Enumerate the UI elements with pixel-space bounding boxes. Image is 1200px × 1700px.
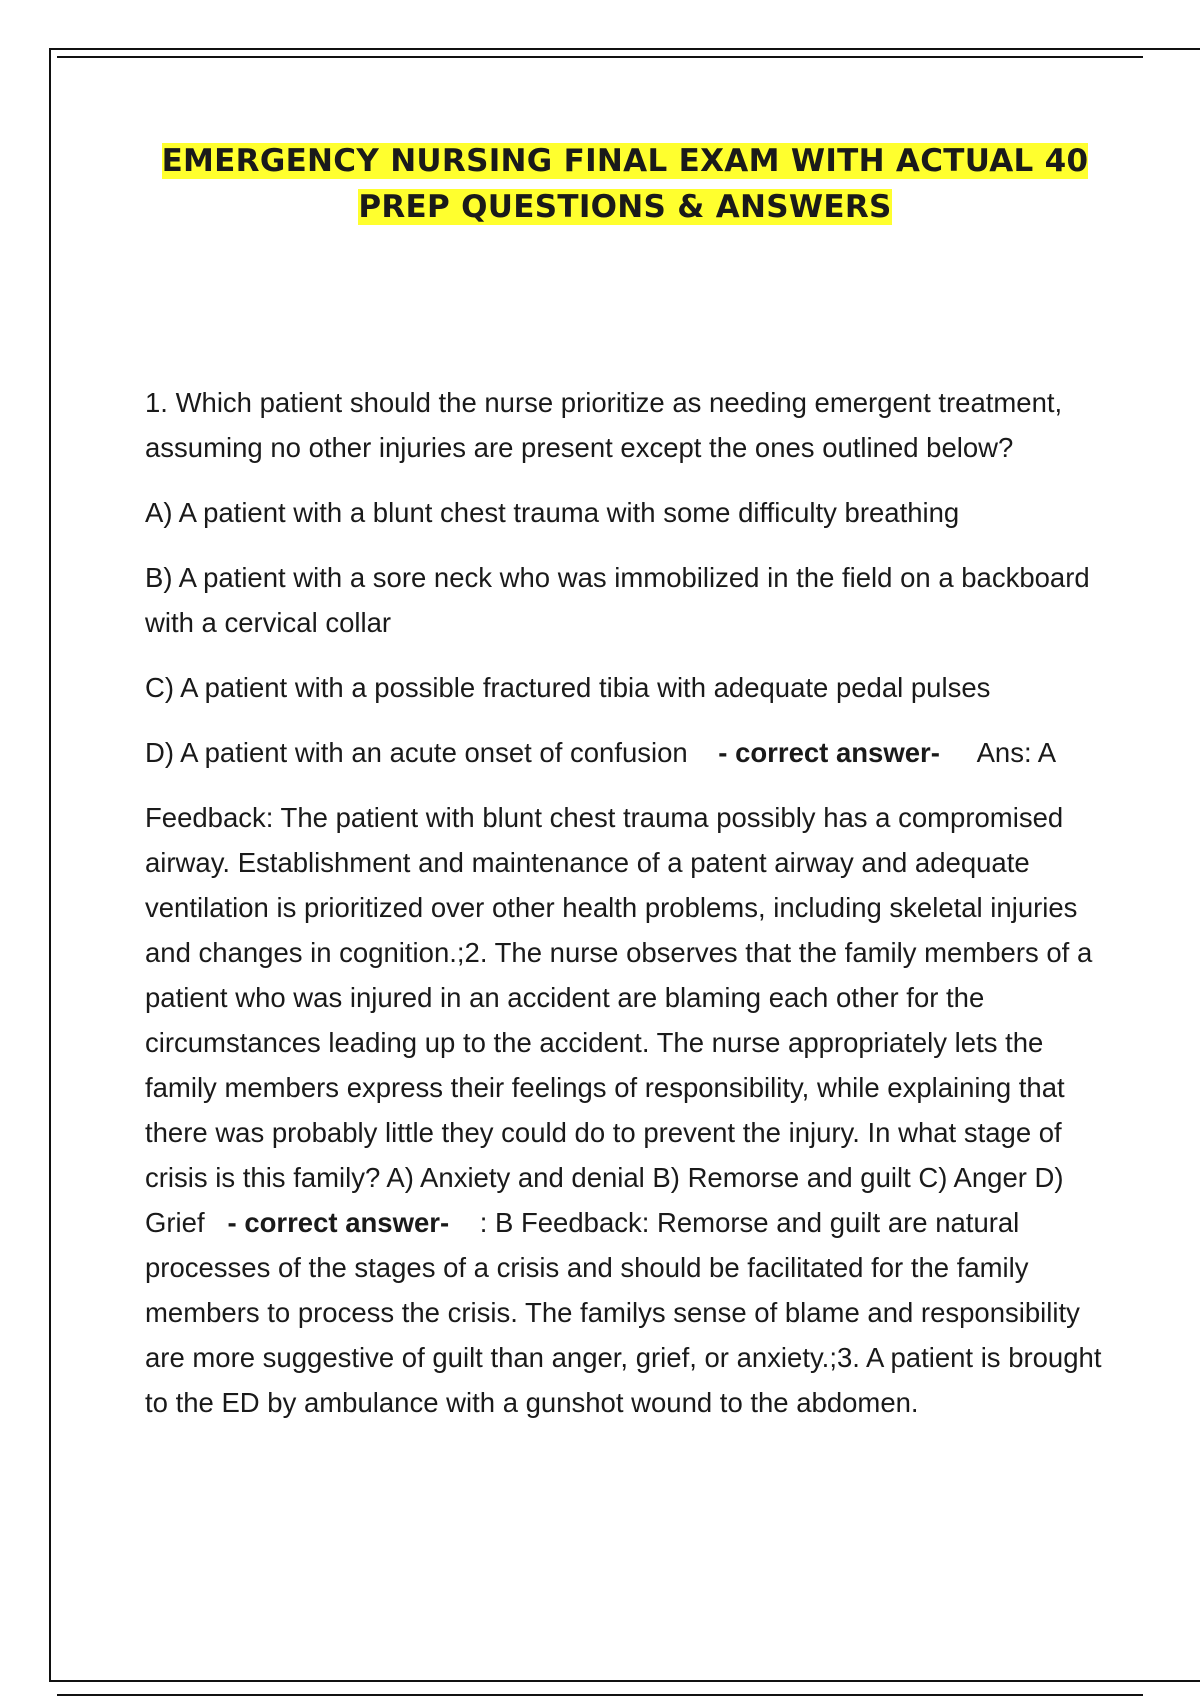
option-d-text: D) A patient with an acute onset of confusion <box>145 737 688 768</box>
question-1-option-c: C) A patient with a possible fractured tibia with adequate pedal pulses <box>145 672 991 703</box>
top-rule <box>57 56 1143 58</box>
document-title <box>110 138 1140 230</box>
question-1-option-d <box>145 730 1105 775</box>
question-1-option-b: B) A patient with a sore neck who was immobilized in the field on a backboard with a cervical collar <box>145 562 1090 638</box>
title-line-1: EMERGENCY NURSING FINAL EXAM WITH ACTUAL 40 <box>161 143 1089 179</box>
question-1-option-a: A) A patient with a blunt chest trauma with some difficulty breathing <box>145 497 960 528</box>
question-1-stem: 1. Which patient should the nurse prioritize as needing emergent treatment, assuming no other injuries are present except the ones outlined below? <box>145 387 1063 463</box>
answer-label: Ans: A <box>976 737 1057 768</box>
feedback-paragraph <box>145 795 1105 1425</box>
correct-answer-marker: - correct answer- <box>718 737 940 768</box>
feedback-text-1: Feedback: The patient with blunt chest trauma possibly has a compromised airway. Establishment and maintenance of a patent airway and adequate ventilation is prioritized over other health problems, including skeletal injuries and changes in cognition.;2. The nurse observes that the family members of a patient who was injured in an accident are blaming each other for the circumstances leading up to the accident. The nurse appropriately lets the family members express their feelings of responsibility, while explaining that there was probably little they could do to prevent the injury. In what stage of crisis is this family? A) Anxiety and denial B) Remorse and guilt C) Anger D) Grief <box>145 802 1093 1238</box>
feedback-text-2: : B Feedback: Remorse and guilt are natural processes of the stages of a crisis and should be facilitated for the family members to process the crisis. The familys sense of blame and responsibility are more suggestive of guilt than anger, grief, or anxiety.;3. A patient is brought to the ED by ambulance with a gunshot wound to the abdomen. <box>145 1207 1102 1418</box>
title-line-2: PREP QUESTIONS & ANSWERS <box>358 189 892 225</box>
correct-answer-marker-2: - correct answer- <box>227 1207 450 1238</box>
bottom-rule <box>57 1694 1143 1696</box>
document-body <box>145 380 1105 1445</box>
